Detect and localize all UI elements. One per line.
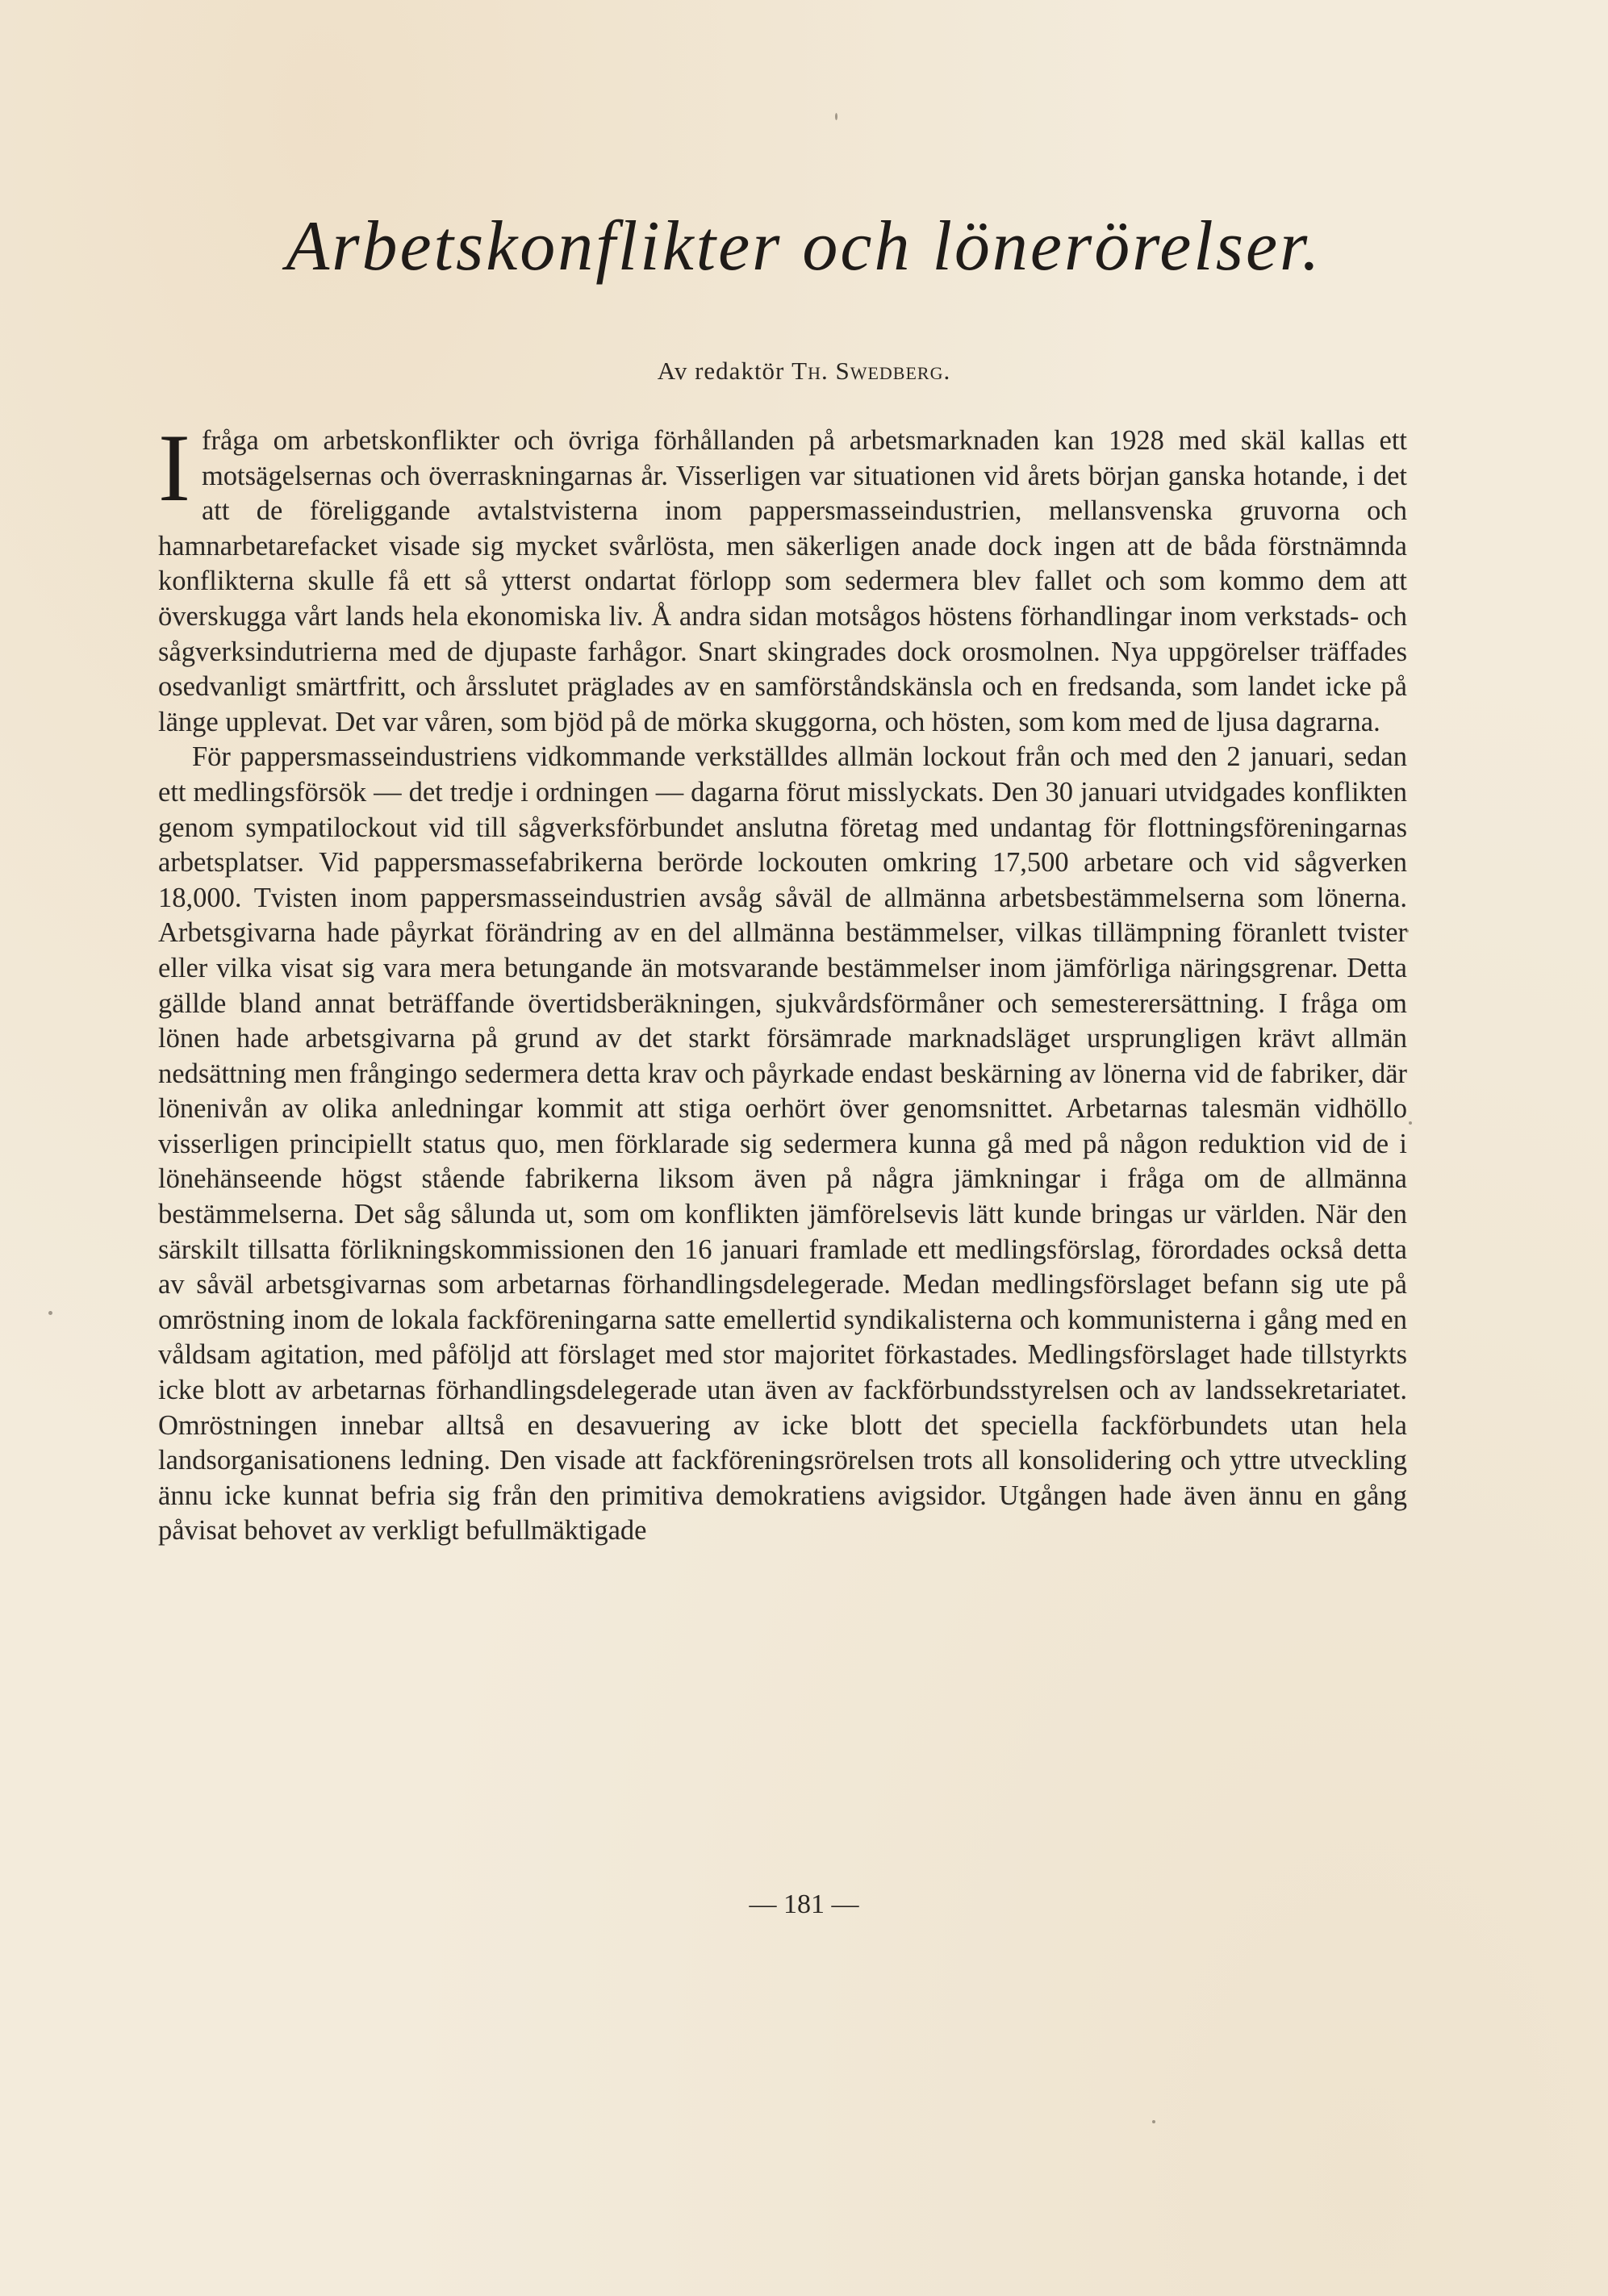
paper-speck xyxy=(1405,929,1409,933)
paper-speck xyxy=(48,1311,52,1315)
paragraph-1 xyxy=(158,414,1407,740)
drop-cap: I xyxy=(158,414,190,521)
byline-author: Th. Swedberg. xyxy=(791,357,951,385)
article-byline xyxy=(0,357,1608,386)
byline-prefix: Av redaktör xyxy=(657,357,792,385)
article-body xyxy=(158,414,1407,1549)
paper-speck xyxy=(835,113,837,120)
paper-speck xyxy=(1152,2120,1155,2123)
paragraph-2: För pappersmasseindustriens vidkommande verkställdes allmän lockout från och med den 2 januari, sedan ett medlingsförsök — det tredje i ordningen — dagarna förut misslyckats. Den 30 januari utvidgades konflikten genom sympatilockout vid till sågverksförbundet anslutna företag med undantag för flottningsföreningarnas arbetsplatser. Vid pappersmassefabrikerna berörde lockouten omkring 17,500 arbetare och vid sågverken 18,000. Tvisten inom pappersmasseindustrien avsåg såväl de allmänna arbetsbestämmelserna som lönerna. Arbetsgivarna hade påyrkat förändring av en del allmänna bestämmelser, vilkas tillämpning föranlett tvister eller vilka visat sig vara mera betungande än motsvarande bestämmelser inom jämförliga näringsgrenar. Detta gällde bland annat beträffande övertidsberäkningen, sjukvårdsförmåner och semesterersättning. I fråga om lönen hade arbetsgivarna på grund av det starkt försämrade marknadsläget ursprungligen krävt allmän nedsättning men frångingo sedermera detta krav och påyrkade endast beskärning av lönerna vid de fabriker, där lönenivån av olika anledningar kommit att stiga oerhört över genomsnittet. Arbetarnas talesmän vidhöllo visserligen principiellt status quo, men förklarade sig sedermera kunna gå med på någon reduktion vid de i lönehänseende högst stående fabrikerna liksom även på några jämkningar i fråga om de allmänna bestämmelserna. Det såg sålunda ut, som om konflikten jämförelsevis lätt kunde bringas ur världen. När den särskilt tillsatta förlikningskommissionen den 16 januari framlade ett medlingsförslag, förordades också detta av såväl arbetsgivarnas som arbetarnas förhandlingsdelegerade. Medan medlingsförslaget befann sig ute på omröstning inom de lokala fackföreningarna satte emellertid syndikalisterna och kommunisterna i gång med en våldsam agitation, med påföljd att förslaget med stor majoritet förkastades. Medlingsförslaget hade tillstyrkts icke blott av arbetarnas förhandlingsdelegerade utan även av fackförbundsstyrelsen och av landssekretariatet. Omröstningen innebar alltså en desavuering av icke blott det speciella fackförbundets utan hela landsorganisationens ledning. Den visade att fackföreningsrörelsen trots all konsolidering och yttre utveckling ännu icke kunnat befria sig från den primitiva demokratiens avigsidor. Utgången hade även ännu en gång påvisat behovet av verkligt befullmäktigade xyxy=(158,741,1407,1547)
article-title: Arbetskonflikter och lönerörelser. xyxy=(286,207,1322,286)
paragraph-1-text: fråga om arbetskonflikter och övriga förhållanden på arbetsmarknaden kan 1928 med skäl kallas ett motsägelsernas och överraskningarnas år. Visserligen var situationen vid årets början ganska hotande, i det att de föreliggande avtalstvisterna inom pappersmasseindustrien, mellansvenska gruvorna och hamnarbetarefacket visade sig mycket svårlösta, men säkerligen anade dock ingen att de båda förstnämnda konflikterna skulle få ett så ytterst ondartat förlopp som sedermera blev fallet och som kommo dem att överskugga vårt lands hela ekonomiska liv. Å andra sidan motsågos höstens förhandlingar inom verkstads- och sågverksindutrierna med de djupaste farhågor. Snart skingrades dock orosmolnen. Nya uppgörelser träffades osedvanligt smärtfritt, och årsslutet präglades av en samförståndskänsla och en fredsanda, som landet icke på länge upplevat. Det var våren, som bjöd på de mörka skuggorna, och hösten, som kom med de ljusa dagrarna. xyxy=(158,425,1407,737)
page-number: — 181 — xyxy=(749,1889,859,1919)
paper-speck xyxy=(1409,1121,1412,1125)
